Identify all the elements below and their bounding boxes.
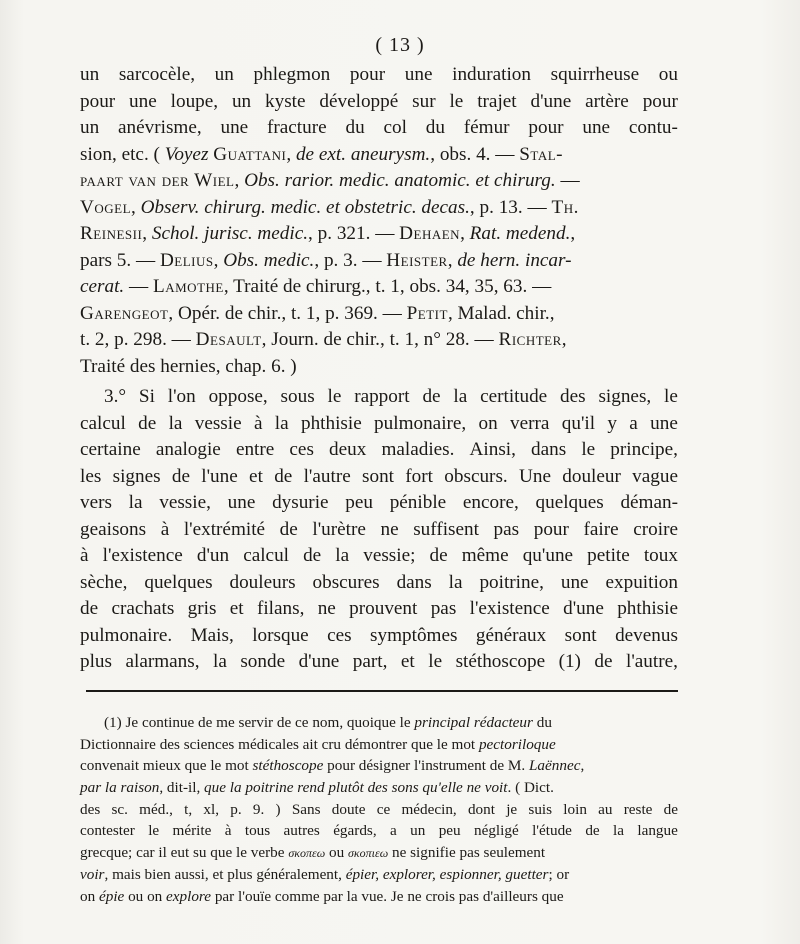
italic-span: cerat. bbox=[80, 276, 125, 297]
footnote-span bbox=[80, 734, 556, 756]
citation-line bbox=[80, 142, 563, 169]
text-line: vers la vessie, une dysurie peu pénible encore, quelques déman- bbox=[80, 492, 678, 513]
text-line: 3.° Si l'on oppose, sous le rapport de la certitude des signes, le bbox=[104, 386, 678, 407]
text-line: à l'existence d'un calcul de la vessie; de même qu'une petite toux bbox=[80, 545, 678, 566]
text-span: , bbox=[234, 170, 245, 191]
text-span: , bbox=[131, 196, 141, 218]
text-span: — bbox=[555, 170, 580, 191]
text-span: sion, etc. ( bbox=[80, 143, 165, 165]
text-line bbox=[80, 327, 678, 354]
italic-span: Observ. chirurg. medic. et obstetric. decas. bbox=[140, 196, 470, 218]
author-name: Petit bbox=[406, 302, 448, 324]
text-line bbox=[80, 221, 678, 248]
footnote-span bbox=[80, 886, 564, 908]
citation-line bbox=[80, 221, 575, 248]
text-span: , bbox=[286, 143, 296, 165]
text-span: , bbox=[561, 329, 567, 350]
author-name: Stal- bbox=[519, 143, 564, 165]
italic-span: de ext. aneurysm. bbox=[295, 143, 431, 165]
footnote-line bbox=[80, 777, 678, 799]
footnote-line bbox=[80, 734, 678, 756]
text-span: , mais bien aussi, et plus généralement, bbox=[104, 865, 346, 883]
text-span: , p. 13. — bbox=[469, 196, 552, 218]
author-name: Heister bbox=[386, 249, 448, 271]
author-name: paart van der Wiel bbox=[80, 170, 235, 191]
text-span: Dictionnaire des sciences médicales ait cru démontrer que le mot bbox=[80, 735, 479, 753]
footnote-span bbox=[80, 842, 545, 864]
text-line: un sarcocèle, un phlegmon pour une induration squirrheuse ou bbox=[80, 64, 678, 85]
citation-line bbox=[80, 301, 555, 328]
text-line bbox=[80, 301, 678, 328]
text-line bbox=[80, 168, 678, 195]
text-line bbox=[80, 248, 678, 275]
footnote-line: contester le mérite à tous autres égards, a un peu négligé l'étude de la langue bbox=[80, 822, 678, 840]
text-span: . ( Dict. bbox=[507, 779, 554, 797]
citation-line bbox=[80, 195, 579, 222]
text-span: grecque; car il eut su que le verbe bbox=[80, 844, 289, 862]
footnote-span bbox=[80, 777, 554, 799]
text-line: sèche, quelques douleurs obscures dans la poitrine, une expuition bbox=[80, 571, 678, 593]
main-text bbox=[80, 62, 678, 676]
text-span: , obs. 4. — bbox=[430, 143, 520, 165]
text-line: certaine analogie entre ces deux maladies. Ainsi, dans le principe, bbox=[80, 439, 678, 460]
author-name: Garengeot bbox=[80, 302, 169, 324]
text-line: de crachats gris et filans, ne prouvent pas l'existence d'une phthisie bbox=[80, 598, 678, 619]
citation-line bbox=[80, 248, 572, 275]
text-line: geaisons à l'extrémité de l'urètre ne suffisent pas pour faire croire bbox=[80, 518, 678, 540]
italic-span: épier, explorer, espionner, guetter bbox=[345, 865, 549, 883]
text-span: ou bbox=[325, 844, 348, 862]
italic-span: Rat. medend. bbox=[469, 223, 571, 244]
text-span: , bbox=[580, 757, 585, 775]
italic-span: Obs. medic. bbox=[223, 249, 315, 271]
author-name: Delius bbox=[159, 249, 214, 271]
text-line: pour une loupe, un kyste développé sur le trajet d'une artère pour bbox=[80, 90, 678, 112]
italic-span: par la raison bbox=[80, 779, 160, 797]
greek-word: σκοπεω bbox=[288, 846, 326, 861]
footnote-line bbox=[80, 864, 678, 886]
text-span: ; or bbox=[548, 865, 570, 883]
author-name: Reinesii bbox=[80, 223, 143, 244]
text-span: pars 5. — bbox=[80, 249, 160, 271]
text-span: , Opér. de chir., t. 1, p. 369. — bbox=[168, 302, 407, 324]
citation-line bbox=[80, 327, 567, 354]
italic-span: que la poitrine rend plutôt des sons qu'elle ne voit bbox=[204, 779, 508, 797]
text-span: , Traité de chirurg., t. 1, obs. 34, 35, 63. — bbox=[223, 276, 552, 297]
author-name: Desault bbox=[195, 329, 262, 350]
text-span: pour désigner l'instrument de M. bbox=[323, 757, 529, 775]
text-span: ne signifie pas seulement bbox=[388, 844, 546, 862]
citation-line bbox=[80, 168, 580, 195]
text-span: par l'ouïe comme par la vue. Je ne crois pas d'ailleurs que bbox=[211, 887, 564, 905]
text-span: , bbox=[570, 223, 576, 244]
author-name: Richter bbox=[498, 329, 562, 350]
author-name: Vogel bbox=[80, 196, 132, 218]
italic-span: stéthoscope bbox=[252, 757, 324, 775]
footnote-line bbox=[80, 712, 678, 734]
italic-span: principal rédacteur bbox=[414, 714, 533, 731]
text-span: convenait mieux que le mot bbox=[80, 757, 253, 775]
author-name: Th. bbox=[551, 196, 579, 218]
text-line bbox=[80, 274, 678, 301]
author-name: Guattani bbox=[213, 143, 287, 165]
footnote-rule bbox=[86, 690, 678, 692]
text-span: , Malad. chir., bbox=[447, 302, 555, 324]
footnote bbox=[80, 712, 678, 907]
italic-span: Schol. jurisc. medic. bbox=[151, 223, 309, 244]
text-span: — bbox=[124, 276, 154, 297]
text-span: Traité des hernies, chap. 6. ) bbox=[80, 355, 297, 377]
author-name: Lamothe bbox=[153, 276, 224, 297]
text-span: , Journ. de chir., t. 1, n° 28. — bbox=[261, 329, 499, 350]
footnote-line bbox=[80, 886, 678, 908]
text-line: les signes de l'une et de l'autre sont fort obscurs. Une douleur vague bbox=[80, 465, 678, 487]
author-name: Dehaen bbox=[399, 223, 461, 244]
page-number: ( 13 ) bbox=[375, 34, 425, 56]
text-span: du bbox=[532, 714, 552, 731]
italic-span: voir bbox=[80, 865, 105, 883]
text-span: ou on bbox=[124, 887, 167, 905]
text-span: (1) Je continue de me servir de ce nom, quoique le bbox=[104, 714, 415, 731]
footnote-span bbox=[104, 712, 552, 734]
text-line: un anévrisme, une fracture du col du fémur pour une contu- bbox=[80, 117, 678, 138]
italic-span: épie bbox=[98, 887, 125, 905]
italic-span: Obs. rarior. medic. anatomic. et chirurg. bbox=[244, 170, 556, 191]
text-span: , dit-il, bbox=[159, 779, 205, 797]
text-span: on bbox=[80, 887, 99, 905]
citation-line bbox=[80, 274, 551, 301]
text-span: , bbox=[447, 249, 458, 271]
footnote-span bbox=[80, 864, 569, 886]
greek-word: σκοπιεω bbox=[347, 846, 389, 861]
text-span: , bbox=[213, 249, 224, 271]
footnote-line bbox=[80, 842, 678, 864]
footnote-line: des sc. méd., t, xl, p. 9. ) Sans doute ce médecin, dont je suis loin au reste de bbox=[80, 800, 678, 818]
italic-span: Laënnec bbox=[528, 757, 581, 775]
text-line: plus alarmans, la sonde d'une part, et le stéthoscope (1) de l'autre, bbox=[80, 651, 678, 672]
footnote-line bbox=[80, 755, 678, 777]
text-line bbox=[80, 195, 678, 222]
text-span: , bbox=[460, 223, 470, 244]
text-line: pulmonaire. Mais, lorsque ces symptômes généraux sont devenus bbox=[80, 624, 678, 646]
footnote-span bbox=[80, 755, 584, 777]
italic-span: Voyez bbox=[164, 143, 209, 165]
text-line bbox=[80, 142, 678, 169]
italic-span: explore bbox=[166, 887, 212, 905]
italic-span: pectoriloque bbox=[478, 735, 556, 753]
text-span: , p. 3. — bbox=[314, 249, 387, 271]
text-span: , p. 321. — bbox=[308, 223, 400, 244]
text-span: , bbox=[142, 223, 152, 244]
text-line bbox=[80, 354, 678, 381]
text-line: calcul de la vessie à la phthisie pulmonaire, on verra qu'il y a une bbox=[80, 412, 678, 434]
text-span: t. 2, p. 298. — bbox=[80, 329, 196, 350]
italic-span: de hern. incar- bbox=[457, 249, 572, 271]
